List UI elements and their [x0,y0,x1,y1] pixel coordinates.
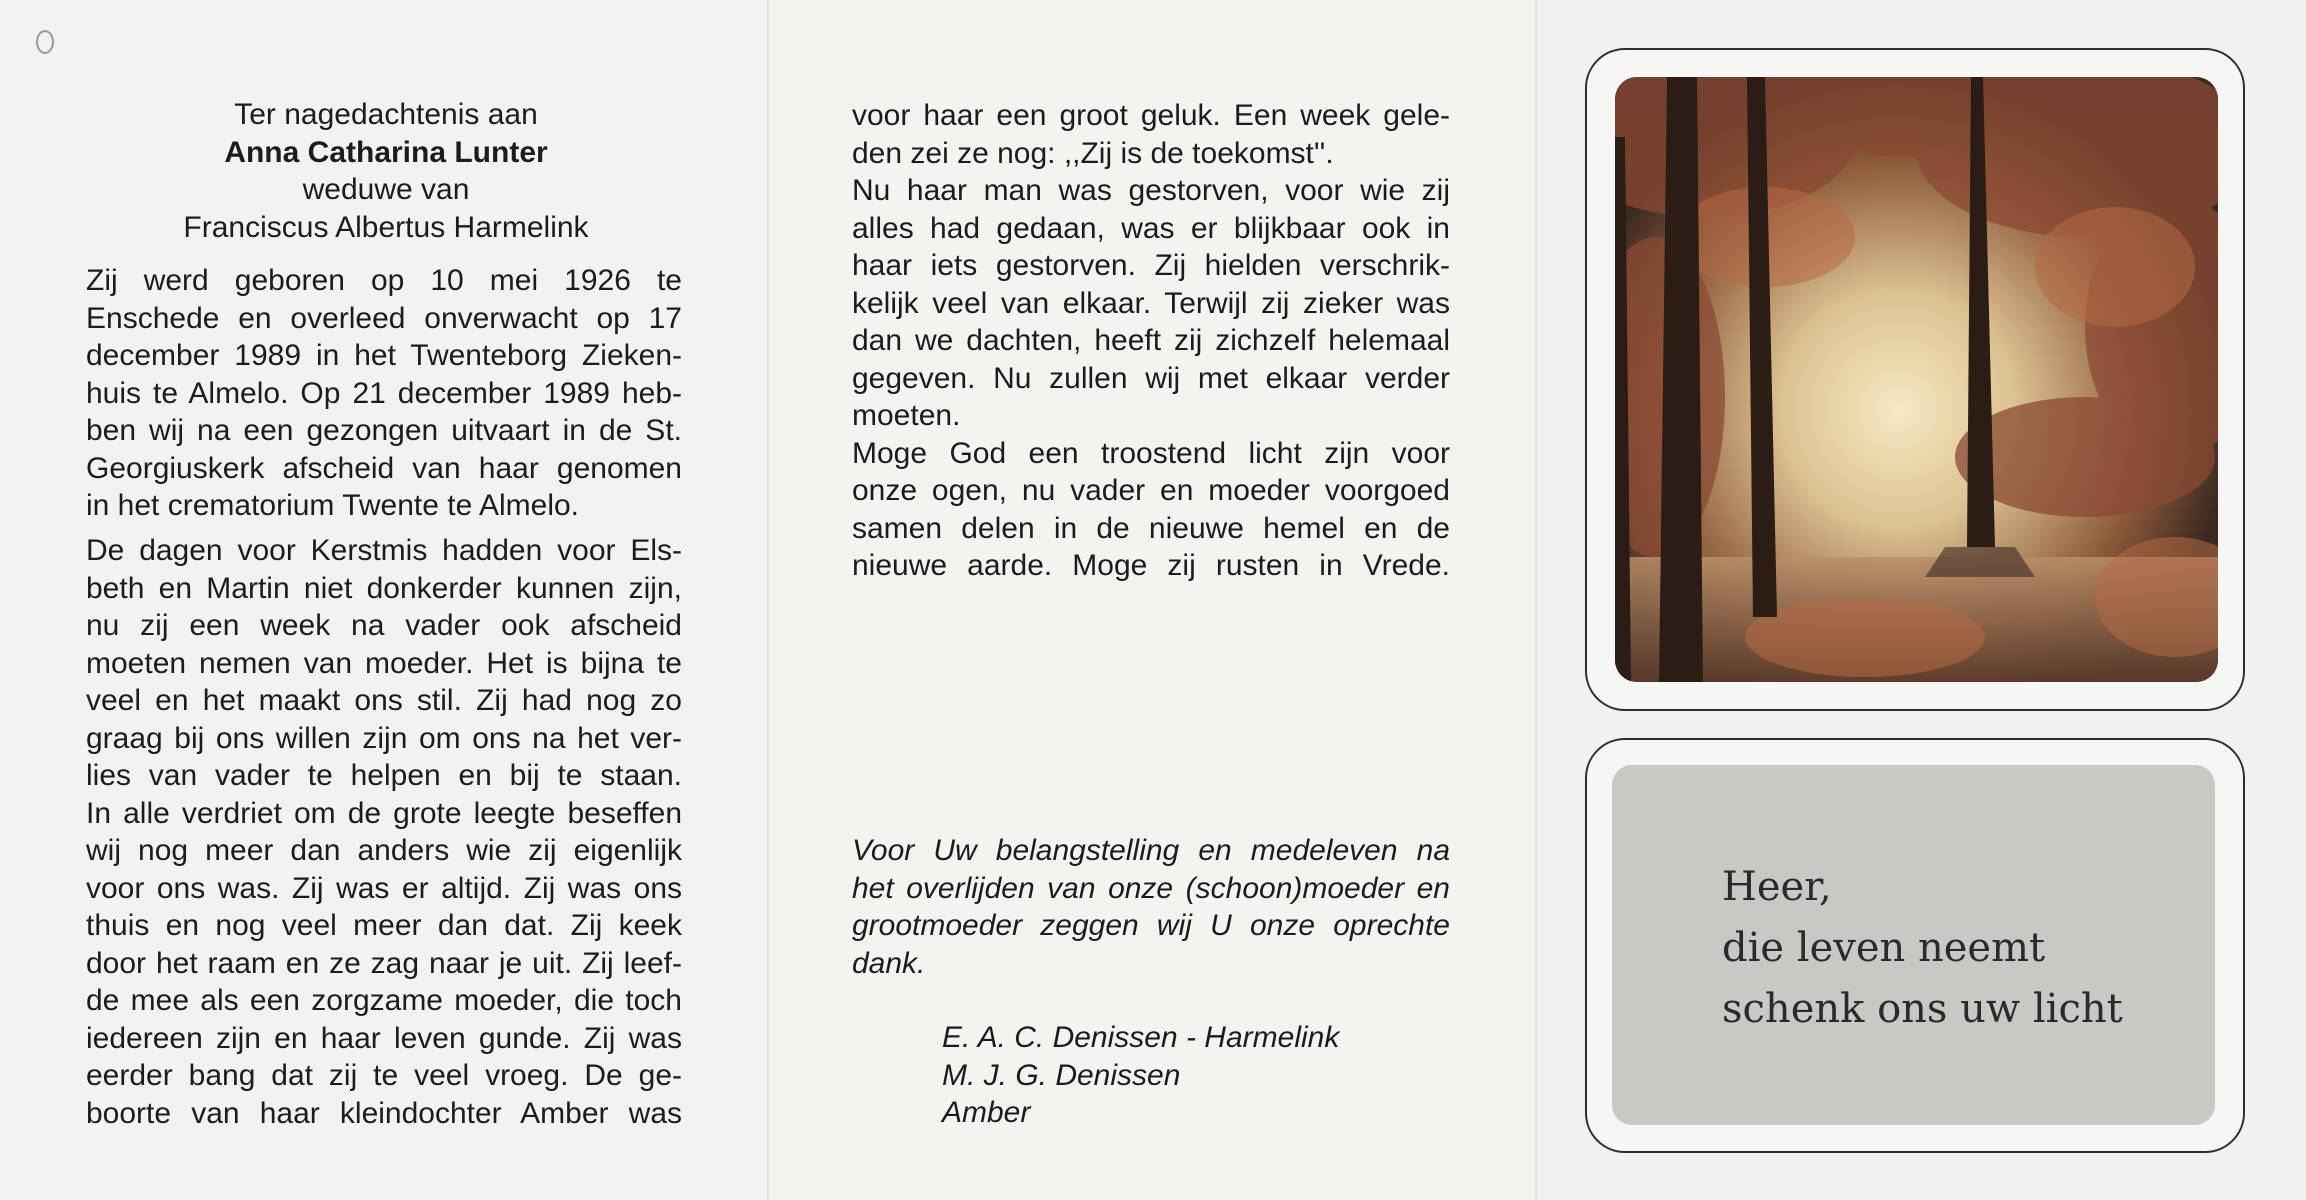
text-line: beth en Martin niet donkerder kunnen zijn, [86,571,682,605]
text-line: december 1989 in het Twenteborg Zieken- [86,339,682,372]
text-line: nieuwe aarde. Moge zij rusten in Vrede. [852,549,1450,582]
text-line: Georgiuskerk afscheid van haar genomen [86,451,682,485]
text-line: Nu haar man was gestorven, voor wie zij [852,174,1450,207]
text-line: haar iets gestorven. Zij hielden verschrik- [852,249,1450,282]
text-line: nu zij een week na vader ook afscheid [86,609,682,642]
text-line: lies van vader te helpen en bij te staan. [86,759,682,792]
text-line: gegeven. Nu zullen wij met elkaar verder [852,361,1450,395]
text-line: onze ogen, nu vader en moeder voorgoed [852,474,1450,507]
text-line: het overlijden van onze (schoon)moeder en [852,871,1450,905]
text-line: veel en het maakt ons stil. Zij had nog zo [86,684,682,717]
text-line: ben wij na een gezongen uitvaart in de St. [86,414,682,447]
text-line: Enschede en overleed onverwacht op 17 [86,301,682,335]
text-line: dank. [852,946,926,980]
text-line: kelijk veel van elkaar. Terwijl zij zieker was [852,286,1450,320]
text-line: graag bij ons willen zijn om ons na het ver- [86,721,682,755]
text-line: door het raam en ze zag naar je uit. Zij leef- [86,946,682,980]
autumn-forest-photo [1615,77,2218,682]
fold-line [1535,0,1537,1200]
signature-line: E. A. C. Denissen - Harmelink [942,1021,1340,1054]
quote-line: schenk ons uw licht [1722,986,2123,1032]
text-line: boorte van haar kleindochter Amber was [86,1096,682,1130]
text-line: iedereen zijn en haar leven gunde. Zij was [86,1021,682,1055]
continuation-paragraph [852,97,1450,585]
biography-paragraph [86,262,682,525]
quote-line: Heer, [1722,864,1832,910]
text-line: In alle verdriet om de grote leegte beseffen [86,796,682,830]
text-line: voor haar een groot geluk. Een week gele- [852,99,1450,132]
text-line: samen delen in de nieuwe hemel en de [852,511,1450,545]
signature-line: M. J. G. Denissen [942,1058,1181,1092]
quote-box [1612,765,2215,1125]
text-line: moeten. [852,399,961,432]
text-line: in het crematorium Twente te Almelo. [86,489,580,522]
header-widow: weduwe van [302,173,470,206]
text-line: Moge God een troostend licht zijn voor [852,436,1450,470]
text-line: de mee als een zorgzame moeder, die toch [86,984,682,1017]
text-line: huis te Almelo. Op 21 december 1989 heb- [86,376,682,410]
quote-line: die leven neemt [1722,925,2046,971]
text-line: eerder bang dat zij te veel vroeg. De ge- [86,1059,682,1092]
deceased-name: Anna Catharina Lunter [224,135,548,169]
text-line: den zei ze nog: ,,Zij is de toekomst''. [852,136,1334,170]
text-line: thuis en nog veel meer dan dat. Zij keek [86,909,682,942]
spouse-name: Franciscus Albertus Harmelink [183,210,589,244]
text-line: Voor Uw belangstelling en medeleven na [852,834,1450,867]
text-line: De dagen voor Kerstmis hadden voor Els- [86,534,682,567]
text-line: alles had gedaan, was er blijkbaar ook in [852,211,1450,245]
memorial-header [86,96,686,246]
quote-text [1722,857,2123,1040]
signatures [942,1019,1422,1132]
header-intro: Ter nagedachtenis aan [234,98,538,131]
tribute-paragraph [86,532,682,1132]
text-line: Zij werd geboren op 10 mei 1926 te [86,264,682,297]
thanks-paragraph [852,832,1450,982]
text-line: moeten nemen van moeder. Het is bijna te [86,646,682,680]
text-line: dan we dachten, heeft zij zichzelf helemaal [852,324,1450,357]
text-line: voor ons was. Zij was er altijd. Zij was ons [86,871,682,905]
text-line: grootmoeder zeggen wij U onze oprechte [852,909,1450,942]
fold-line [767,0,769,1200]
signature-line: Amber [942,1096,1031,1129]
text-line: wij nog meer dan anders wie zij eigenlijk [86,834,682,867]
corner-mark-icon [36,30,54,54]
